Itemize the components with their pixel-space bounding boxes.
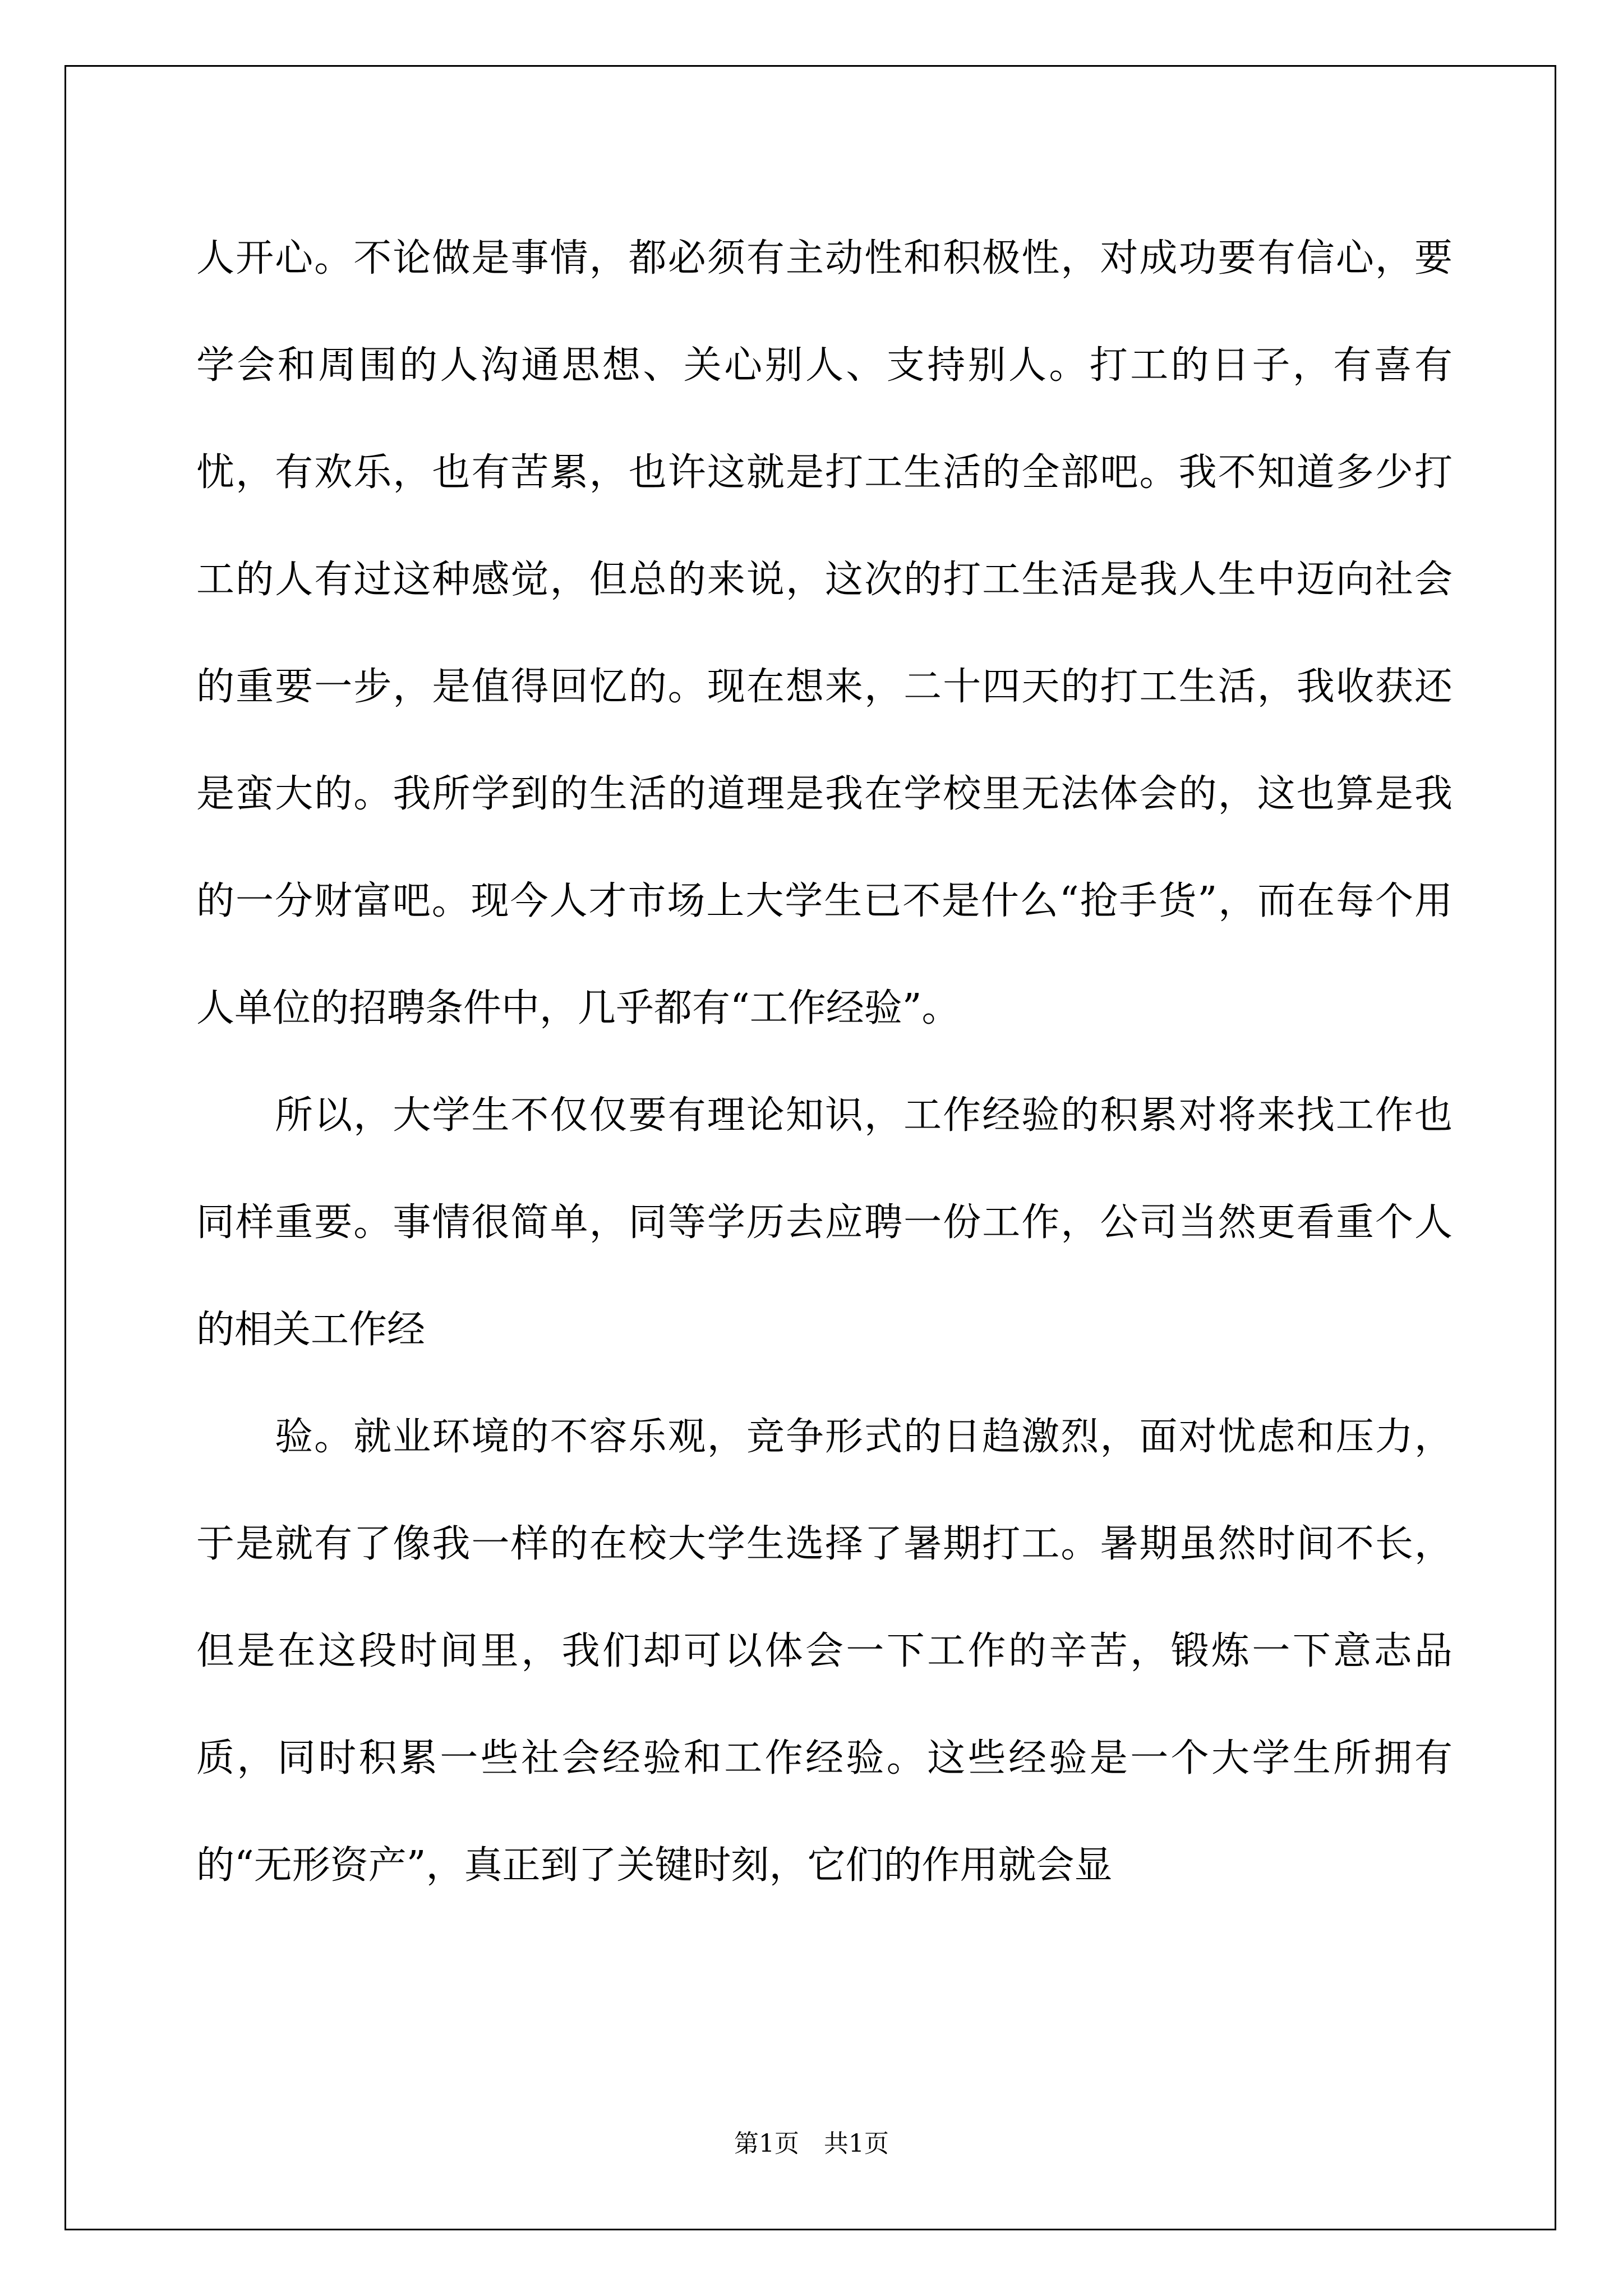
paragraph-1: 人开心。不论做是事情，都必须有主动性和积极性，对成功要有信心，要学会和周围的人沟通思想、关心别人、支持别人。打工的日子，有喜有忧，有欢乐，也有苦累，也许这就是打工生活的全部吧。我不知道多少打工的人有过这种感觉，但总的来说，这次的打工生活是我人生中迈向社会的重要一步，是值得回忆的。现在想来，二十四天的打工生活，我收获还是蛮大的。我所学到的生活的道理是我在学校里无法体会的，这也算是我的一分财富吧。现今人才市场上大学生已不是什么“抢手货”，而在每个用人单位的招聘条件中，几乎都有“工作经验”。 — [196, 236, 1453, 1030]
document-body — [196, 205, 1453, 1919]
page-number-label: 第1页 共1页 — [734, 2129, 889, 2158]
page-footer — [0, 2123, 1623, 2159]
paragraph-3: 验。就业环境的不容乐观，竞争形式的日趋激烈，面对忧虑和压力，于是就有了像我一样的在校大学生选择了暑期打工。暑期虽然时间不长，但是在这段时间里，我们却可以体会一下工作的辛苦，锻炼一下意志品质，同时积累一些社会经验和工作经验。这些经验是一个大学生所拥有的“无形资产”，真正到了关键时刻，它们的作用就会显 — [196, 1415, 1453, 1888]
paragraph-2: 所以，大学生不仅仅要有理论知识，工作经验的积累对将来找工作也同样重要。事情很简单，同等学历去应聘一份工作，公司当然更看重个人的相关工作经 — [196, 1093, 1453, 1352]
